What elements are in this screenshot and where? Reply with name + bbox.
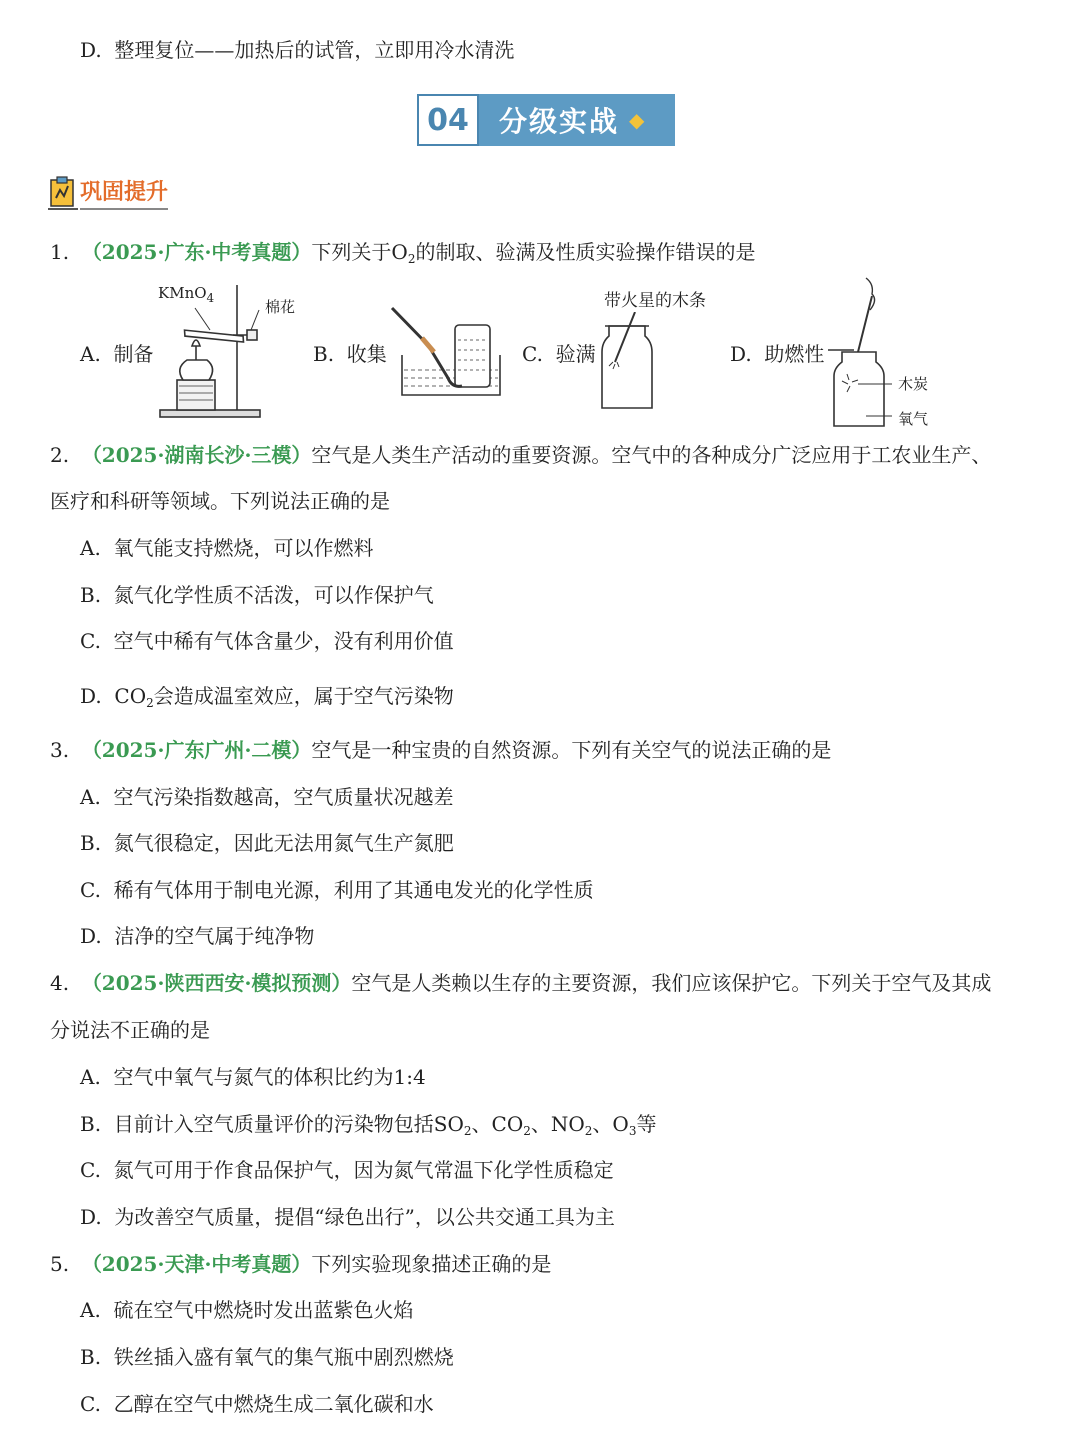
charcoal-label: 木炭 — [898, 375, 929, 393]
question-source: （2025·广东广州·二模） — [81, 738, 312, 762]
question-source: （2025·陕西西安·模拟预测） — [81, 971, 352, 995]
figure-b-label: B. 收集 — [313, 342, 387, 366]
option-c: C. 稀有气体用于制电光源，利用了其通电发光的化学性质 — [80, 878, 594, 902]
question-source: （2025·湖南长沙·三模） — [81, 443, 312, 467]
glowing-splint-label: 带火星的木条 — [604, 291, 706, 311]
gas-check-diagram — [595, 312, 665, 414]
question-source: （2025·天津·中考真题） — [81, 1252, 312, 1276]
figure-c-label: C. 验满 — [522, 342, 596, 366]
section-banner — [417, 94, 675, 146]
question-1: 1. （2025·广东·中考真题）下列关于$O_2$的制取、验满及性质实验操作错误的是 — [50, 240, 756, 266]
option-a: A. 空气污染指数越高，空气质量状况越差 — [80, 785, 454, 809]
subsection-heading: 巩固提升 — [48, 170, 168, 210]
heating-apparatus-diagram — [155, 280, 275, 425]
figure-d-label: D. 助燃性 — [730, 342, 825, 366]
option-c: C. 乙醇在空气中燃烧生成二氧化碳和水 — [80, 1392, 434, 1416]
option-d: D. 洁净的空气属于纯净物 — [80, 924, 315, 948]
question-2-continued: 医疗和科研等领域。下列说法正确的是 — [50, 489, 390, 513]
option-d: D. 为改善空气质量，提倡“绿色出行”，以公共交通工具为主 — [80, 1205, 615, 1229]
clipboard-icon — [48, 176, 78, 210]
figure-a-label: A. 制备 — [80, 342, 154, 366]
option-d: D. $CO_2$会造成温室效应，属于空气污染物 — [80, 684, 454, 710]
cotton-label: 棉花 — [265, 298, 296, 316]
option-b: B. 目前计入空气质量评价的污染物包括$SO_2$、$CO_2$、$NO_2$、$O_3$等 — [80, 1112, 657, 1138]
option-b: B. 铁丝插入盛有氧气的集气瓶中剧烈燃烧 — [80, 1345, 454, 1369]
question-2: 2. （2025·湖南长沙·三模）空气是人类生产活动的重要资源。空气中的各种成分广泛应用于工农业生产、 — [50, 443, 992, 467]
section-number: 04 — [417, 94, 479, 146]
question-3: 3. （2025·广东广州·二模）空气是一种宝贵的自然资源。下列有关空气的说法正确的是 — [50, 738, 832, 762]
option-c: C. 空气中稀有气体含量少，没有利用价值 — [80, 629, 454, 653]
option-b: B. 氮气很稳定，因此无法用氮气生产氮肥 — [80, 831, 454, 855]
question-source: （2025·广东·中考真题） — [81, 240, 312, 264]
option-d: D. 整理复位——加热后的试管，立即用冷水清洗 — [80, 38, 515, 62]
gas-collection-diagram — [390, 300, 505, 400]
option-a: A. 硫在空气中燃烧时发出蓝紫色火焰 — [80, 1298, 414, 1322]
option-a: A. 空气中氧气与氮气的体积比约为1:4 — [80, 1065, 426, 1089]
combustion-diagram — [826, 276, 896, 432]
option-b: B. 氮气化学性质不活泼，可以作保护气 — [80, 583, 434, 607]
kmno4-label: KMnO$_4$ — [158, 284, 215, 305]
question-5: 5. （2025·天津·中考真题）下列实验现象描述正确的是 — [50, 1252, 552, 1276]
question-4: 4. （2025·陕西西安·模拟预测）空气是人类赖以生存的主要资源，我们应该保护它。下列关于空气及其成 — [50, 971, 992, 995]
option-c: C. 氮气可用于作食品保护气，因为氮气常温下化学性质稳定 — [80, 1158, 614, 1182]
section-title: 分级实战 ◆ — [479, 94, 675, 146]
option-a: A. 氧气能支持燃烧，可以作燃料 — [80, 536, 374, 560]
oxygen-label: 氧气 — [898, 410, 929, 428]
diamond-icon: ◆ — [629, 108, 647, 132]
question-4-continued: 分说法不正确的是 — [50, 1018, 210, 1042]
